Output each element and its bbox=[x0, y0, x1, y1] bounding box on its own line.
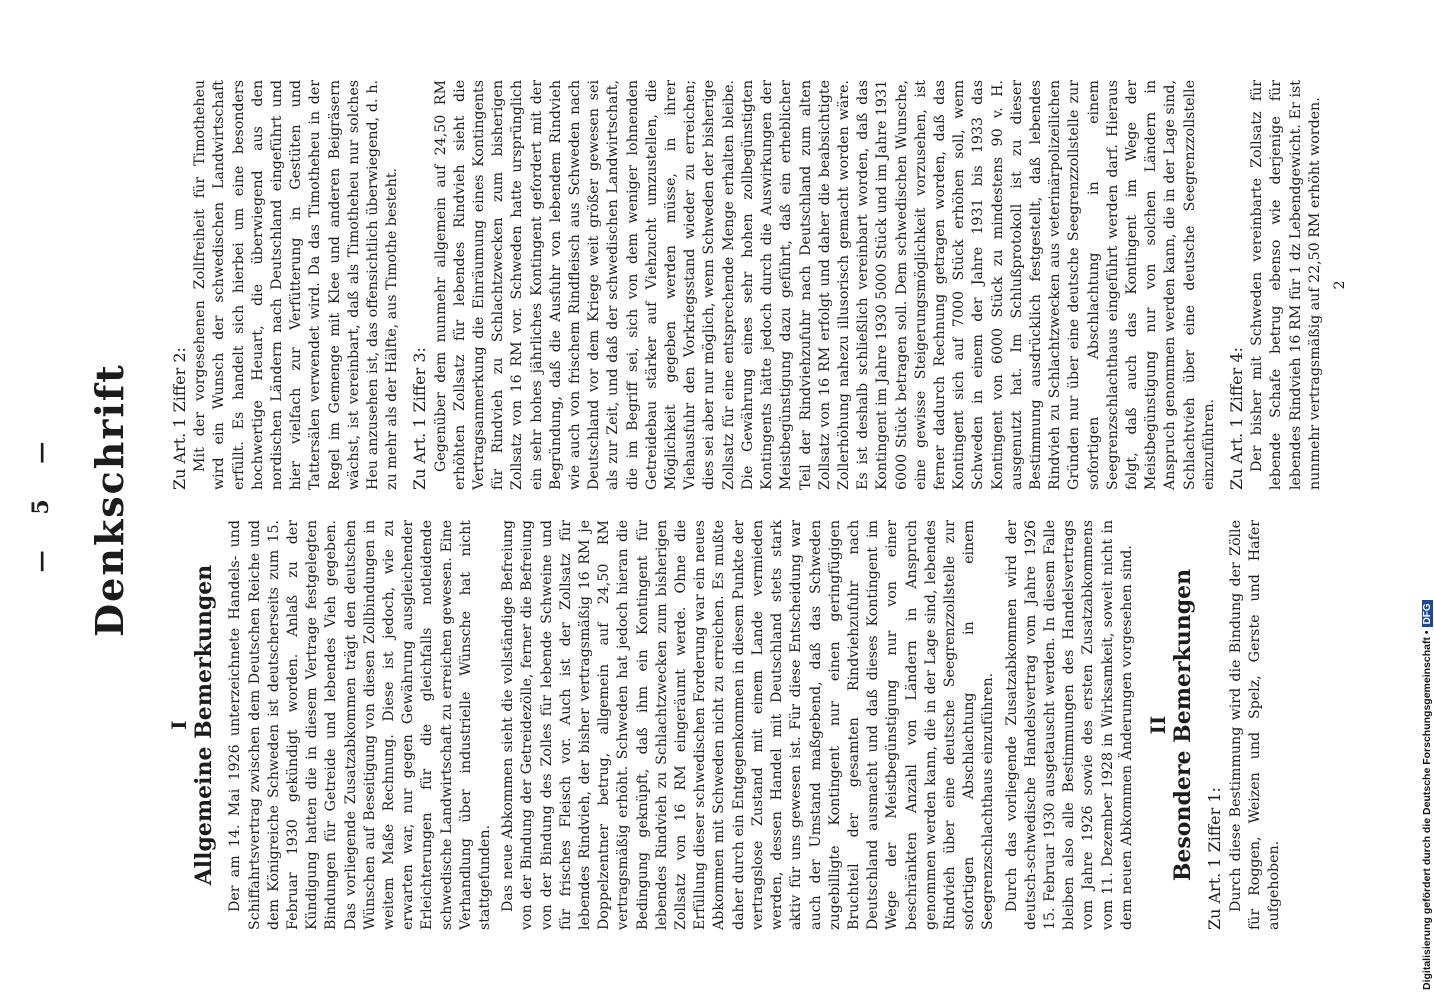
item-2-label: Zu Art. 1 Ziffer 2: bbox=[170, 347, 189, 490]
right-column bbox=[170, 80, 1350, 490]
digitization-credit bbox=[1420, 0, 1434, 990]
left-column bbox=[167, 520, 1288, 930]
item-4-text: Der bisher mit Schweden vereinbarte Zollsatz für lebende Schafe betrug ebenso wie derjenige für lebendes Rindvieh 16 RM für 1 dz Lebendgewicht. Er ist nunmehr vertragsmäßig auf 22,50 RM erhöht worden. bbox=[1249, 80, 1323, 490]
footer-number: 2 bbox=[1331, 280, 1348, 290]
section-1-paragraph: Durch das vorliegende Zusatzabkommen wird der deutsch-schwedische Handelsvertrag vom Jahre 1926 15. Februar 1930 ausgetauscht werden. In diesem Falle bleiben also alle Bestimmungen des Handelsvertrags vom Jahre 1926 sowie des ersten Zusatzabkommens vom 11. Dezember 1928 in Wirksamkeit, soweit nicht in dem neuen Abkommen Änderungen vorgesehen sind. bbox=[1003, 520, 1135, 930]
section-1-numeral: I bbox=[167, 720, 191, 730]
section-2-numeral: II bbox=[1145, 715, 1170, 735]
section-2-heading: Besondere Bemerkungen bbox=[1170, 568, 1197, 882]
item-4-label: Zu Art. 1 Ziffer 4: bbox=[1226, 347, 1246, 490]
section-1-paragraph: Das neue Abkommen sieht die vollständige Befreiung von der Bindung der Getreidezölle, ferner die Befreiung von der Bindung des Zolles für lebende Schweine und für frisches Fleisch vor. Auch ist der Zollsatz für lebendes Rindvieh, der bisher vertragsmäßig 16 RM je Doppelzentner betrug, allgemein auf 24,50 RM vertragsmäßig erhöht. Schweden hat jedoch hieran die Bedingung geknüpft, daß ihm ein Kontingent für lebendes Rindvieh zu Schlachtzwecken zum bisherigen Zollsatz von 16 RM eingeräumt werde. Ohne die Erfüllung dieser schwedischen Forderung war ein neues Abkommen mit Schweden nicht zu erreichen. Es mußte daher durch ein Entgegenkommen in diesem Punkte der vertragslose Zustand mit einem Lande vermieden werden, dessen Handel mit Deutschland stets stark aktiv für uns gewesen ist. Für diese Entscheidung war auch der Umstand maßgebend, daß das Schweden zugebilligte Kontingent nur einen geringfügigen Bruchteil der gesamten Rindviehzufuhr nach Deutschland ausmacht und daß dieses Kontingent im Wege der Meistbegünstigung nur von einer beschränkten Anzahl von Ländern in Anspruch genommen werden kann, die in der Lage sind, lebendes Rindvieh über eine deutsche Seegrenzzollstelle zur sofortigen Abschlachtung in einem Seegrenzschlachthaus einzuführen. bbox=[500, 520, 997, 930]
item-3-label: Zu Art. 1 Ziffer 3: bbox=[410, 347, 430, 490]
item-3-text: Gegenüber dem nunmehr allgemein auf 24,50 RM erhöhten Zollsatz für lebendes Rindvieh sieht die Vertragsanmerkung die Einräumung eines Kontingents für Rindvieh zu Schlachtzwecken zum bisherigen Zollsatz von 16 RM vor. Schweden hatte ursprünglich ein sehr hohes jährliches Kontingent gefordert mit der Begründung, daß die Ausfuhr von lebendem Rindvieh wie auch von frischem Rindfleisch aus Schweden nach Deutschland vor dem Kriege weit größer gewesen sei als zur Zeit, und daß der schwedischen Landwirtschaft, die im Begriff sei, sich von dem weniger lohnenden Getreidebau stärker auf Viehzucht umzustellen, die Möglichkeit gegeben werden müsse, in ihrer Viehausfuhr den Vorkriegsstand wieder zu erreichen; dies sei aber nur möglich, wenn Schweden der bisherige Zollsatz für eine entsprechende Menge erhalten bleibe. Die Gewährung eines sehr hohen zollbegünstigten Kontingents hätte jedoch durch die Auswirkungen der Meistbegünstigung dazu geführt, daß ein erheblicher Teil der Rindviehzufuhr nach Deutschland zum alten Zollsatz von 16 RM erfolgt und daher die beabsichtigte Zollerhöhung nahezu illusorisch gemacht worden wäre. Es ist deshalb schließlich vereinbart worden, daß das Kontingent im Jahre 1930 5000 Stück und im Jahre 1931 6000 Stück betragen soll. Dem schwedischen Wunsche, eine gewisse Steigerungsmöglichkeit vorzusehen, ist ferner dadurch Rechnung getragen worden, daß das Kontingent sich auf 7000 Stück erhöhen soll, wenn Schweden in einem der Jahre 1931 bis 1933 das Kontingent von 6000 Stück zu mindestens 90 v. H. ausgenutzt hat. Im Schlußprotokoll ist zu dieser Bestimmung ausdrücklich festgestellt, daß lebendes Rindvieh zu Schlachtzwecken aus veterinärpolizeilichen Gründen nur über eine deutsche Seegrenzzollstelle zur sofortigen Abschlachtung in einem Seegrenzschlachthaus eingeführt werden darf. Hieraus folgt, daß auch das Kontingent im Wege der Meistbegünstigung nur von solchen Ländern in Anspruch genommen werden kann, die in der Lage sind, Schlachtvieh über eine deutsche Seegrenzzollstelle einzuführen. bbox=[432, 80, 1217, 490]
page-number: — 5 — bbox=[28, 427, 54, 573]
document-title: Denkschrift bbox=[87, 363, 132, 637]
item-2-text: Mit der vorgesehenen Zollfreiheit für Timotheheu wird ein Wunsch der schwedischen Landwirtschaft erfüllt. Es handelt sich hierbei um eine besonders hochwertige Heuart, die überwiegend aus den nordischen Ländern nach Deutschland eingeführt und hier vielfach zur Verfütterung in Gestüten und Tattersälen verwendet wird. Da das Timotheheu in der Regel im Gemenge mit Klee und anderen Beigräsern wächst, ist vereinbart, daß als Timotheheu nur solches Heu anzusehen ist, das offensichtlich überwiegend, d. h. zu mehr als der Hälfte, aus Timothe besteht. bbox=[192, 80, 401, 490]
dfg-logo: DFG bbox=[1422, 600, 1433, 627]
item-1-label: Zu Art. 1 Ziffer 1: bbox=[1205, 787, 1225, 930]
credit-text: Digitalisierung gefördert durch die Deutsche Forschungsgemeinschaft • bbox=[1421, 630, 1433, 990]
item-1-text: Durch diese Bestimmung wird die Bindung der Zölle für Roggen, Weizen und Spelz, Gerste und Hafer aufgehoben. bbox=[1227, 520, 1282, 930]
section-1-heading: Allgemeine Bemerkungen bbox=[191, 564, 218, 886]
section-1-paragraph: Der am 14. Mai 1926 unterzeichnete Handels- und Schiffahrtsvertrag zwischen dem Deutschen Reiche und dem Königreiche Schweden ist deutscherseits zum 15. Februar 1930 gekündigt worden. Anlaß zu der Kündigung hatten die in diesem Vertrage festgelegten Bindungen für Getreide und lebendes Vieh gegeben. Das vorliegende Zusatzabkommen trägt den deutschen Wünschen auf Beseitigung von diesen Zollbindungen in weitem Maße Rechnung. Diese ist jedoch, wie zu erwarten war, nur gegen Gewährung ausgleichender Erleichterungen für die gleichfalls notleidende schwedische Landwirtschaft zu erreichen gewesen. Eine Verhandlung über industrielle Wünsche hat nicht stattgefunden. bbox=[227, 520, 494, 930]
rotated-document-body bbox=[28, 50, 1348, 950]
